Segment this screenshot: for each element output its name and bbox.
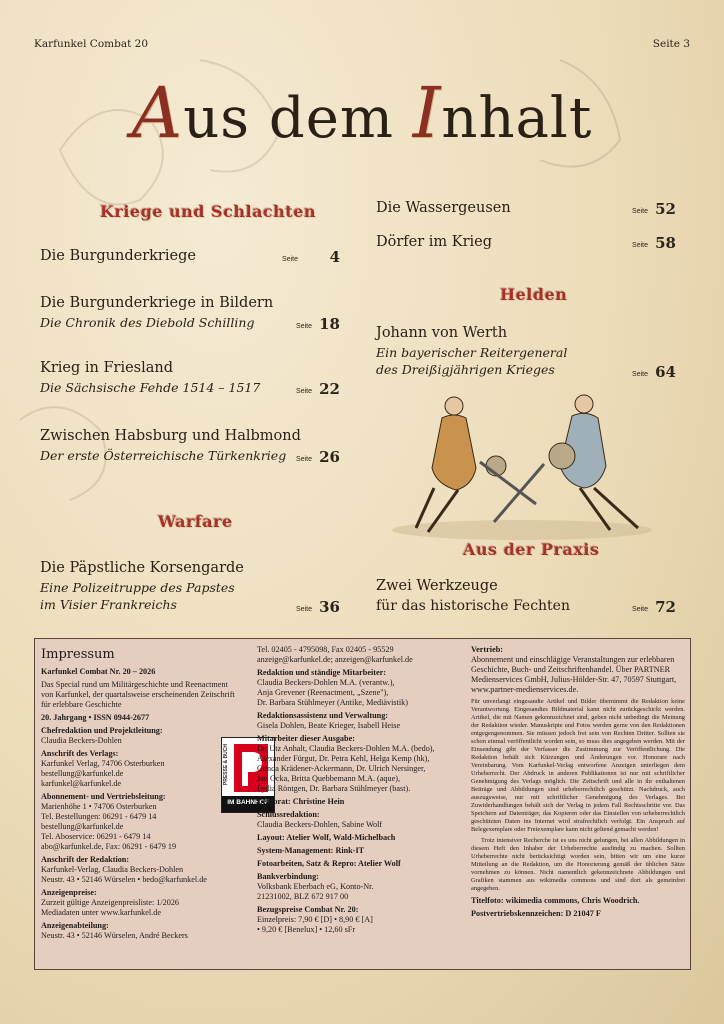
page-label: Seite (632, 371, 648, 378)
bank-line: Volksbank Eberbach eG, Konto-Nr. (257, 882, 374, 891)
anzeigen-line: Mediadaten unter www.karfunkel.de (41, 907, 161, 917)
contributors-line: Dr. Utz Anhalt, Claudia Beckers-Dohlen M.A. (bedo), (257, 744, 435, 753)
toc-entry-title: Johann von Werth (376, 325, 508, 341)
toc-entry[interactable] (40, 360, 340, 398)
assist-heading: Redaktionsassistenz und Verwaltung: (257, 711, 389, 720)
title-initial-a: A (131, 72, 184, 154)
toc-entry-title: Dörfer im Krieg (376, 234, 493, 250)
toc-entry-subtitle: Eine Polizeitruppe des Papstes (40, 580, 235, 595)
toc-entry[interactable] (40, 295, 340, 333)
toc-entry[interactable] (40, 428, 340, 466)
impressum-title: Impressum (41, 647, 115, 662)
toc-entry-subtitle: für das historische Fechten (376, 598, 570, 614)
postvertrieb: Postvertriebskennzeichen: D 21047 F (471, 909, 601, 918)
fencing-illustration (384, 392, 662, 542)
lektorat: Lektorat: Christine Hein (257, 797, 345, 806)
page-label: Seite (296, 323, 312, 330)
impressum-col-1 (41, 645, 237, 944)
price-heading: Bezugspreise Combat Nr. 20: (257, 905, 359, 914)
issue-label: Karfunkel Combat Nr. 20 – 2026 (41, 666, 156, 676)
header-publication: Karfunkel Combat 20 (34, 38, 149, 50)
page-label: Seite (296, 606, 312, 613)
copyright-notice: Trotz intensiver Recherche ist es uns nicht gelungen, bei allen Abbildungen in diesem Heft den Inhaber der Urheberrechte ausfindig zu machen. Sollten Urheberrechte nicht berücksichtigt worden sein, bitten wir um eine kurze Mitteilung an die Redaktion, um die Honorierung gemäß der üblichen Sätze vornehmen zu können. Nicht namentlich gekennzeichnete Abbildungen und Grafiken stammen aus wikimedia commons und sind dort als gemeinfrei angegeben. (471, 837, 685, 892)
bank-line: 21231002, BLZ 672 917 00 (257, 892, 349, 901)
toc-page-number: 64 (655, 363, 676, 381)
toc-entry-subtitle: des Dreißigjährigen Krieges (376, 362, 555, 377)
contributors-heading: Mitarbeiter dieser Ausgabe: (257, 734, 355, 743)
toc-page-number: 52 (655, 200, 676, 218)
system-credit: System-Management: Rink-IT (257, 846, 365, 855)
toc-page-number: 58 (655, 234, 676, 252)
page-title (0, 72, 724, 154)
toc-entry-title: Zwischen Habsburg und Halbmond (40, 428, 301, 444)
redaktion-line: Karfunkel-Verlag, Claudia Beckers-Dohlen (41, 864, 184, 874)
toc-entry-title: Die Päpstliche Korsengarde (40, 560, 244, 576)
anzeigen-line: Zurzeit gültige Anzeigenpreisliste: 1/2026 (41, 897, 180, 907)
toc-entry-subtitle: Ein bayerischer Reitergeneral (376, 345, 568, 360)
toc-entry-title: Die Burgunderkriege (40, 248, 196, 264)
anzeigenabteilung-line: Neustr. 43 • 52146 Würselen, André Beckers (41, 930, 188, 940)
toc-entry[interactable] (376, 325, 676, 381)
layout-credit: Layout: Atelier Wolf, Wald-Michelbach (257, 833, 396, 842)
header-page-number: Seite 3 (652, 38, 690, 50)
redaktion-line: Neustr. 43 • 52146 Würselen • bedo@karfunkel.de (41, 874, 207, 884)
toc-page-number: 22 (319, 380, 340, 398)
staff-heading: Redaktion und ständige Mitarbeiter: (257, 668, 386, 677)
abo-line: abo@karfunkel.de, Fax: 06291 - 6479 19 (41, 841, 177, 851)
contributors-line: Jan Ocka, Britta Quebbemann M.A. (aque), (257, 774, 401, 783)
intro-text: Das Special rund um Militärgeschichte und Reenactment von Karfunkel, der quartalsweise erscheinenden Zeitschrift für erlebbare Geschichte (41, 679, 235, 709)
anzeigen-heading: Anzeigenpreise: (41, 887, 97, 897)
toc-page-number: 36 (319, 598, 340, 616)
toc-entry-title: Zwei Werkzeuge (376, 578, 498, 594)
page-label: Seite (282, 256, 298, 263)
staff-line: Anja Grevener (Reenactment, „Szene"), (257, 688, 389, 697)
toc-page-number: 18 (319, 315, 340, 333)
staff-line: Dr. Barbara Stühlmeyer (Antike, Mediävistik) (257, 698, 408, 707)
bank-heading: Bankverbindung: (257, 872, 319, 881)
tel-line: Tel. 02405 - 4795098, Fax 02405 - 95529 (257, 645, 394, 654)
chef-heading: Chefredaktion und Projektleitung: (41, 725, 163, 735)
foto-credit: Fotoarbeiten, Satz & Repro: Atelier Wolf (257, 859, 401, 868)
verlag-line: karfunkel@karfunkel.de (41, 778, 122, 788)
chef-name: Claudia Beckers-Dohlen (41, 735, 122, 745)
price-line: • 9,20 € [Benelux] • 12,60 sFr (257, 925, 356, 934)
abo-line: Marienhöhe 1 • 74706 Osterburken (41, 801, 157, 811)
vertrieb-heading: Vertrieb: (471, 645, 503, 654)
toc-page-number: 72 (655, 598, 676, 616)
abo-line: Tel. Aboservice: 06291 - 6479 14 (41, 831, 151, 841)
page-label: Seite (632, 242, 648, 249)
toc-entry[interactable] (40, 560, 340, 616)
toc-page-number: 4 (329, 248, 340, 266)
contributors-line: Lydia Röntgen, Dr. Barbara Stühlmeyer (bast). (257, 784, 411, 793)
toc-entry[interactable] (376, 234, 676, 250)
verlag-heading: Anschrift des Verlags: (41, 748, 119, 758)
toc-entry-subtitle: Die Chronik des Diebold Schilling (40, 315, 255, 330)
logo-text-vertical: PRESSE & BUCH (223, 744, 229, 786)
contributors-line: Gunda Krädener-Ackermann, Dr. Ulrich Nersinger, (257, 764, 426, 773)
redaktion-heading: Anschrift der Redaktion: (41, 854, 130, 864)
impressum-col-2 (257, 645, 463, 938)
verlag-line: bestellung@karfunkel.de (41, 768, 124, 778)
title-initial-i: I (412, 72, 442, 154)
assist-line: Gisela Dohlen, Beate Krieger, Isabell Heise (257, 721, 401, 730)
impressum-box (34, 638, 691, 970)
toc-page-number: 26 (319, 448, 340, 466)
price-line: Einzelpreis: 7,90 € [D] • 8,90 € [A] (257, 915, 373, 924)
section-kriege: Kriege und Schlachten (100, 202, 317, 221)
title-text-2: nhalt (441, 86, 593, 151)
title-text-1: us dem (183, 86, 413, 151)
section-praxis: Aus der Praxis (463, 540, 600, 559)
contributors-line: Alexander Fürgut, Dr. Petra Kehl, Helga Kemp (hk), (257, 754, 430, 763)
abo-line: bestellung@karfunkel.de (41, 821, 124, 831)
mail-line: anzeige@karfunkel.de; anzeigen@karfunkel.de (257, 655, 413, 664)
anzeigenabteilung-heading: Anzeigenabteilung: (41, 920, 109, 930)
section-warfare: Warfare (158, 512, 233, 531)
toc-entry-title: Krieg in Friesland (40, 360, 174, 376)
page-label: Seite (296, 388, 312, 395)
logo-text-bottom: IM BAHNHOF (227, 799, 269, 806)
staff-line: Claudia Beckers-Dohlen M.A. (verantw.), (257, 678, 395, 687)
abo-line: Tel. Bestellungen: 06291 - 6479 14 (41, 811, 157, 821)
page-label: Seite (296, 456, 312, 463)
cover-photo-credit: Titelfoto: wikimedia commons, Chris Woodrich. (471, 896, 640, 905)
toc-entry-subtitle: Die Sächsische Fehde 1514 – 1517 (40, 380, 261, 395)
schluss-line: Claudia Beckers-Dohlen, Sabine Wolf (257, 820, 383, 829)
toc-entry[interactable] (376, 200, 676, 216)
toc-entry[interactable] (376, 578, 676, 614)
toc-entry[interactable] (40, 248, 340, 264)
schluss-heading: Schlussredaktion: (257, 810, 320, 819)
toc-entry-title: Die Wassergeusen (376, 200, 511, 216)
abo-heading: Abonnement- und Vertriebsleitung: (41, 791, 166, 801)
page-label: Seite (632, 606, 648, 613)
toc-entry-title: Die Burgunderkriege in Bildern (40, 295, 274, 311)
impressum-col-3 (471, 645, 685, 922)
page-label: Seite (632, 208, 648, 215)
jahrgang: 20. Jahrgang • ISSN 0944-2677 (41, 712, 150, 722)
toc-entry-subtitle: im Visier Frankreichs (40, 597, 177, 612)
section-helden: Helden (500, 285, 568, 304)
toc-entry-subtitle: Der erste Österreichische Türkenkrieg (40, 448, 287, 463)
legal-notice: Für unverlangt eingesandte Artikel und Bilder übernimmt die Redaktion keine Verantwortung. Eingesandtes Bildmaterial kann nicht zurückgeschickt werden. Artikel, die mit Namen gekennzeichnet sind, geben nicht unbedingt die Meinung der Redaktion wieder. Manuskripte und Fotos werden gerne von den Redaktionen entgegengenommen. Sie müssen jedoch frei sein von Rechten Dritter. Sollten sie schon einmal veröffentlicht worden sein, so muss dies angegeben werden. Mit der Einsendung gibt der Verfasser die Zustimmung zur Veröffentlichung. Die Redaktion behält sich Kürzungen und Änderungen vor. Honorare nach Vereinbarung. Vom Karfunkel-Verlag entworfene Anzeigen unterliegen dem Urheberrecht. Der Abdruck in anderen Publikationen ist nur mit schriftlicher Genehmigung des Verlags möglich. Die Zeitschrift und alle in ihr enthaltenen Beiträge und Abbildungen sind urheberrechtlich geschützt. Nachdruck, auch auszugsweise, nur mit schriftlicher Genehmigung des Verlages. Bei Zuwiderhandlungen behält sich der Verlag in jedem Fall Rechtsschritte vor. Das Speichern auf Datenträger, das Kopieren oder das Einstellen von urheberrechtlich geschützten Daten ins Internet wird strafrechtlich verfolgt. Ein Anspruch auf Belegexemplare oder Freiexemplare kann nicht geltend gemacht werden! (471, 698, 685, 833)
vertrieb-text: Abonnement und einschlägige Veranstaltungen zur erlebbaren Geschichte, Buch- und Zeitschriftenhandel. Über PARTNER Medienservices GmbH, Julius-Hölder-Str. 47, 70597 Stuttgart, www.partner-medienservices.de. (471, 655, 677, 694)
verlag-line: Karfunkel Verlag, 74706 Osterburken (41, 758, 165, 768)
